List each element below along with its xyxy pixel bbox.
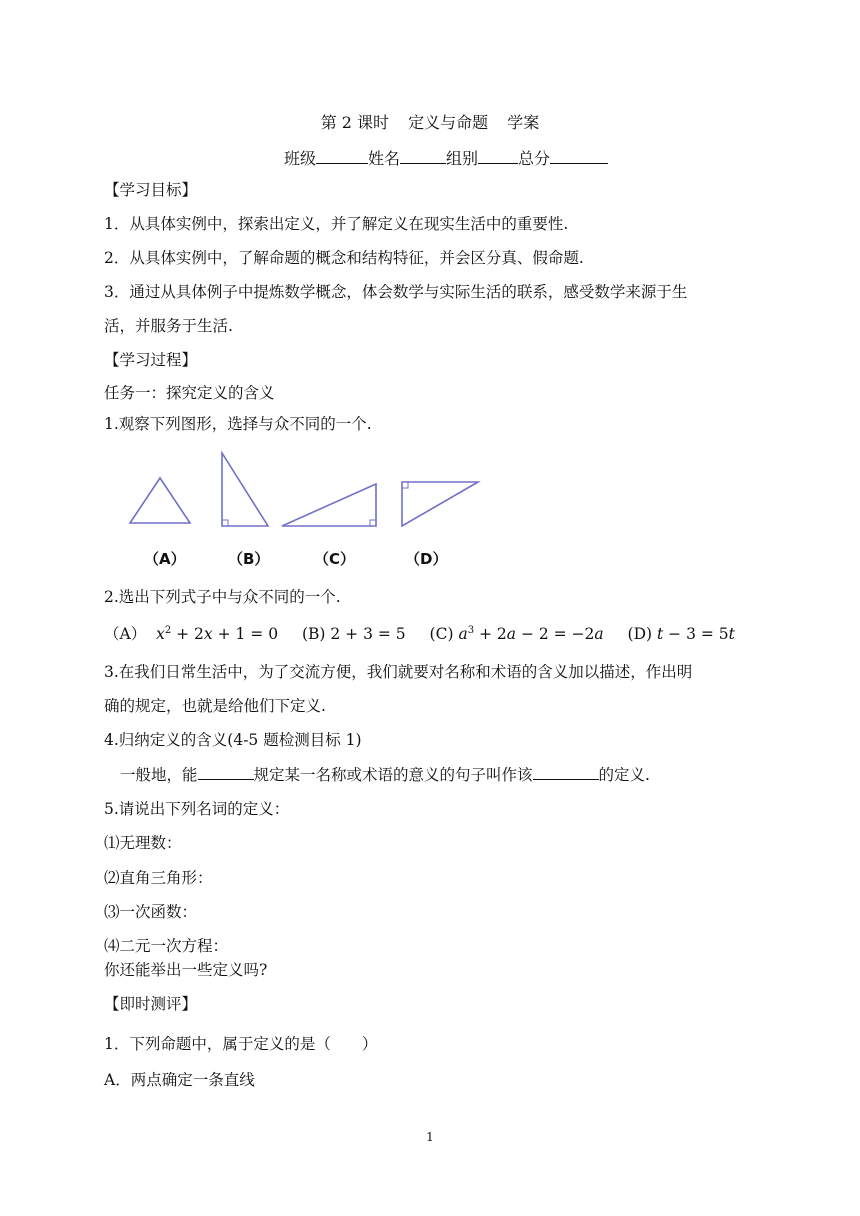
figure-label-a: （A） xyxy=(144,550,186,568)
option-d-label: (D) xyxy=(627,625,653,643)
option-b-label: (B) xyxy=(301,625,326,643)
class-label: 班级 xyxy=(284,149,317,168)
goal-item-1: 1．从具体实例中，探索出定义，并了解定义在现实生活中的重要性. xyxy=(104,215,569,233)
group-blank[interactable] xyxy=(478,149,518,164)
quiz-heading: 【即时测评】 xyxy=(104,995,198,1013)
goals-heading: 【学习目标】 xyxy=(104,181,198,199)
group-label: 组别 xyxy=(446,149,479,168)
definition-item-1: ⑴无理数： xyxy=(104,834,182,852)
figure-label-b: （B） xyxy=(228,550,270,568)
triangle-c-icon xyxy=(282,484,376,526)
option-d-formula: t − 3 = 5t xyxy=(657,625,735,643)
triangle-d-icon xyxy=(402,482,478,526)
option-c-formula: $a^3 + 2a - 2 = -2a$ xyxy=(458,624,604,643)
figure-label-d: （D） xyxy=(405,550,448,568)
lesson-number: 第 2 课时 xyxy=(320,113,390,132)
triangle-figures xyxy=(120,448,500,538)
goal-item-3: 3．通过从具体例子中提炼数学概念，体会数学与实际生活的联系，感受数学来源于生 xyxy=(104,283,688,301)
option-c-label: (C) xyxy=(429,625,454,643)
fill-text-c: 的定义. xyxy=(598,766,650,784)
lesson-topic: 定义与命题 xyxy=(408,113,489,132)
triangle-b-icon xyxy=(222,453,268,526)
question-1: 1.观察下列图形，选择与众不同的一个. xyxy=(104,415,372,433)
name-label: 姓名 xyxy=(368,149,401,168)
question-3-line-1: 3.在我们日常生活中，为了交流方便，我们就要对名称和术语的含义加以描述，作出明 xyxy=(104,663,693,681)
quiz-question-1: 1．下列命题中，属于定义的是（ ） xyxy=(104,1035,378,1053)
question-3-line-2: 确的规定，也就是给他们下定义. xyxy=(104,697,326,715)
question-2-options xyxy=(104,622,735,644)
total-blank[interactable] xyxy=(550,149,608,164)
fill-text-a: 一般地，能 xyxy=(120,766,198,784)
fill-blank-1[interactable] xyxy=(198,765,254,780)
question-2: 2.选出下列式子中与众不同的一个. xyxy=(104,588,341,606)
more-definitions-prompt: 你还能举出一些定义吗? xyxy=(104,961,268,979)
name-blank[interactable] xyxy=(400,149,446,164)
page-number: 1 xyxy=(426,1130,434,1144)
total-label: 总分 xyxy=(518,149,551,168)
goal-item-3-cont: 活，并服务于生活. xyxy=(104,317,233,335)
question-4-fill xyxy=(120,763,650,785)
fill-blank-2[interactable] xyxy=(533,765,599,780)
option-b-formula: 2 + 3 = 5 xyxy=(330,625,406,643)
question-5: 5.请说出下列名词的定义： xyxy=(104,800,290,818)
quiz-option-a: A．两点确定一条直线 xyxy=(104,1071,255,1089)
page-title xyxy=(0,110,860,133)
definition-item-2: ⑵直角三角形： xyxy=(104,869,213,887)
document-type: 学案 xyxy=(507,113,540,132)
student-info-line xyxy=(284,146,608,169)
figure-label-c: （C） xyxy=(314,550,356,568)
class-blank[interactable] xyxy=(316,149,368,164)
triangle-a-icon xyxy=(130,478,190,523)
task-one-title: 任务一：探究定义的含义 xyxy=(104,384,275,402)
option-a-label: （A） xyxy=(104,625,147,643)
option-a-formula: $x^2 + 2x + 1 = 0$ xyxy=(156,624,279,643)
goal-item-2: 2．从具体实例中，了解命题的概念和结构特征，并会区分真、假命题. xyxy=(104,249,584,267)
question-4: 4.归纳定义的含义(4-5 题检测目标 1) xyxy=(104,731,362,749)
process-heading: 【学习过程】 xyxy=(104,351,198,369)
definition-item-4: ⑷二元一次方程： xyxy=(104,937,229,955)
definition-item-3: ⑶一次函数： xyxy=(104,903,198,921)
fill-text-b: 规定某一名称或术语的意义的句子叫作该 xyxy=(253,766,533,784)
